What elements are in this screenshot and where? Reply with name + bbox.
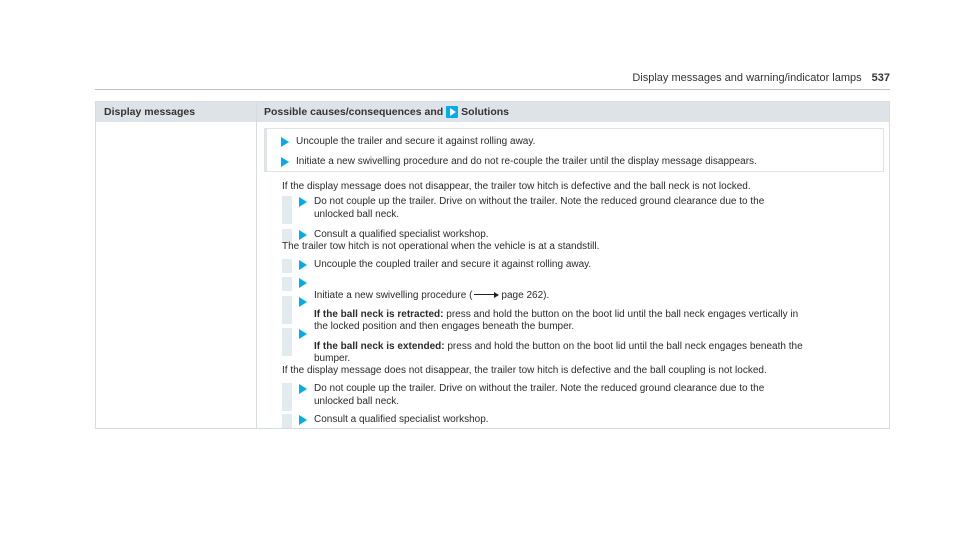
col-header-causes-label: Possible causes/consequences and: [264, 106, 444, 118]
paragraph: If the display message does not disappear, the trailer tow hitch is defective and the ball neck is not locked.: [282, 181, 751, 192]
step-bar: [282, 328, 292, 356]
table-content: [257, 122, 889, 428]
list-item: [282, 414, 489, 428]
step-text: Do not couple up the trailer. Drive on without the trailer. Note the reduced ground clearance due to the unlocked ball neck.: [314, 383, 765, 407]
solutions-arrow-icon: [446, 106, 458, 118]
header-rule: [95, 89, 890, 90]
arrow-right-icon: [292, 259, 314, 273]
arrow-right-icon: [274, 136, 296, 149]
paragraph: If the display message does not disappear, the trailer tow hitch is defective and the ball coupling is not locked.: [282, 365, 767, 376]
step-text: Uncouple the coupled trailer and secure it against rolling away.: [314, 259, 592, 270]
list-item: [282, 328, 803, 366]
list-item: [274, 156, 757, 169]
arrow-right-icon: [292, 328, 314, 366]
arrow-right-icon: [274, 156, 296, 169]
step-text-part: press and hold the button on the boot lid until the ball neck engages beneath the: [444, 340, 803, 352]
list-item: [274, 136, 535, 149]
page-header-title: Display messages and warning/indicator lamps: [632, 72, 862, 84]
paragraph: The trailer tow hitch is not operational when the vehicle is at a standstill.: [282, 241, 600, 252]
arrow-right-icon: [292, 196, 314, 224]
col-header-causes: [264, 106, 509, 118]
step-text: Initiate a new swivelling procedure and do not re-couple the trailer until the display message disappears.: [296, 156, 757, 167]
step-condition: If the ball neck is extended:: [314, 340, 445, 352]
step-bar: [282, 414, 292, 428]
step-text-part: bumper.: [314, 353, 351, 364]
step-text: Do not couple up the trailer. Drive on without the trailer. Note the reduced ground clearance due to the unlocked ball neck.: [314, 196, 765, 220]
page-number: 537: [871, 72, 890, 84]
step-bar: [282, 196, 292, 224]
step-text-part: Initiate a new swivelling procedure (: [314, 289, 473, 301]
arrow-right-icon: [292, 383, 314, 411]
step-text-part: press and hold the button on the boot lid until the ball neck engages vertically in: [443, 308, 799, 320]
step-bar: [282, 383, 292, 411]
step-bar: [282, 277, 292, 291]
arrow-right-icon: [292, 414, 314, 428]
col-header-solutions-label: Solutions: [461, 106, 510, 118]
steps-box: [264, 128, 884, 172]
page-header: [632, 72, 890, 84]
step-text: Consult a qualified specialist workshop.: [314, 414, 489, 425]
step-text: Consult a qualified specialist workshop.: [314, 229, 489, 240]
step-text-part: the locked position and then engages beneath the bumper.: [314, 321, 575, 332]
step-text: Uncouple the trailer and secure it against rolling away.: [296, 136, 536, 147]
display-messages-table: [95, 101, 890, 429]
step-bar: [282, 296, 292, 324]
list-item: [282, 196, 764, 224]
col-header-display-messages: Display messages: [104, 106, 196, 118]
list-item: [282, 259, 591, 273]
step-text: [314, 328, 803, 366]
step-condition: If the ball neck is retracted:: [314, 308, 444, 320]
step-bar: [282, 259, 292, 273]
table-header: [96, 102, 889, 122]
page-reference-link[interactable]: page 262).: [501, 289, 550, 301]
list-item: [282, 383, 764, 411]
